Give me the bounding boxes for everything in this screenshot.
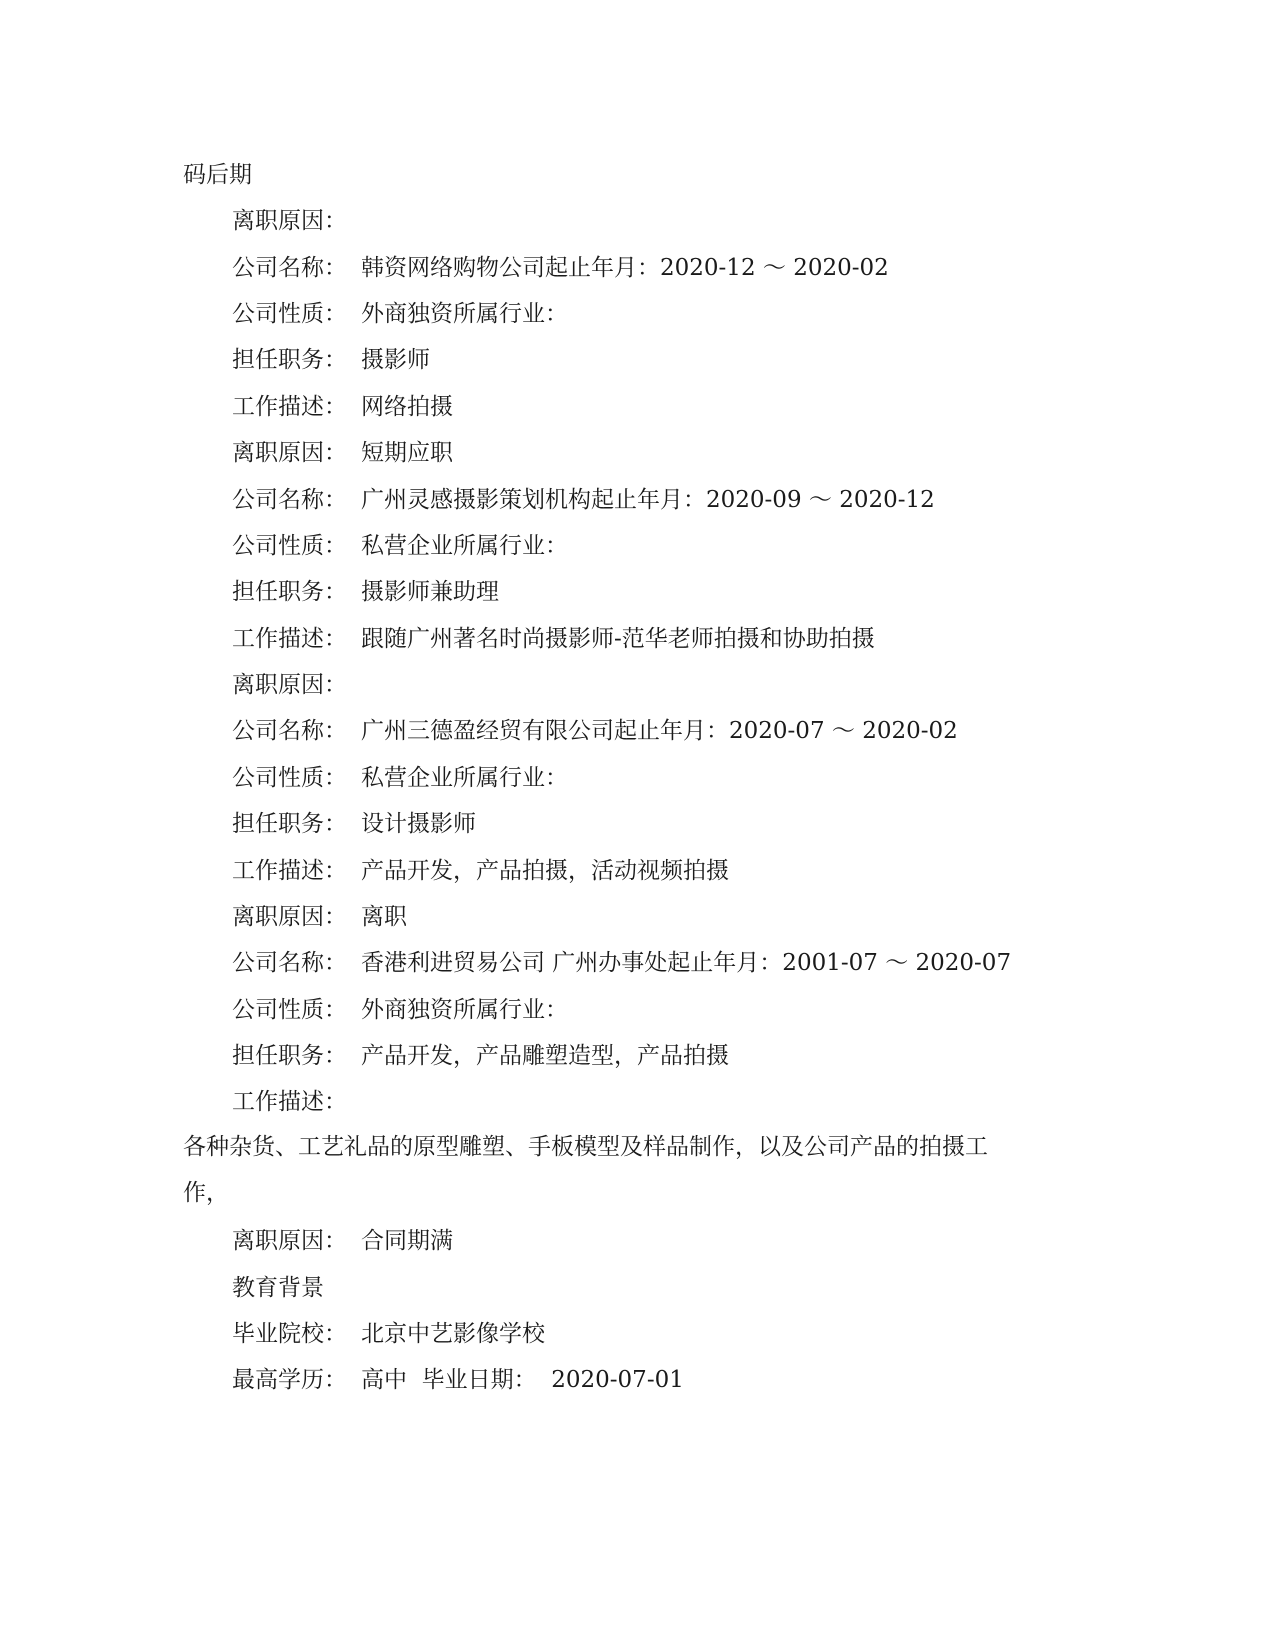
field-row [232,621,875,657]
field-value: 外商独资所属行业： [361,997,568,1023]
field-row [232,760,568,796]
field-label: 公司名称： [232,950,347,976]
education-heading: 教育背景 [232,1275,324,1301]
field-value: 私营企业所属行业： [361,765,568,791]
field-label: 公司性质： [232,765,347,791]
field-value: 广州灵感摄影策划机构起止年月：2020-09 ～ 2020-12 [361,487,935,513]
work-description-paragraph: 各种杂货、工艺礼品的原型雕塑、手板模型及样品制作，以及公司产品的拍摄工作， [183,1134,988,1206]
field-row [232,574,499,610]
field-value: 离职 [361,904,407,930]
field-row [232,853,729,889]
field-row [232,203,361,239]
field-value: 外商独资所属行业： [361,301,568,327]
field-row [232,435,453,471]
field-row [232,1038,729,1074]
field-row [232,899,407,935]
field-value: 韩资网络购物公司起止年月：2020-12 ～ 2020-02 [361,255,889,281]
field-value: 香港利进贸易公司 广州办事处起止年月：2001-07 ～ 2020-07 [361,950,1012,976]
field-row [232,1223,453,1259]
field-label: 公司性质： [232,301,347,327]
field-value: 广州三德盈经贸有限公司起止年月：2020-07 ～ 2020-02 [361,718,958,744]
intro-fragment: 码后期 [183,162,252,188]
field-label: 担任职务： [232,579,347,605]
field-label: 工作描述： [232,394,347,420]
field-label: 离职原因： [232,440,347,466]
degree-label: 最高学历： [232,1367,347,1393]
field-label: 离职原因： [232,208,347,234]
field-row [232,1084,361,1120]
school-label: 毕业院校： [232,1321,347,1347]
field-value: 设计摄影师 [361,811,476,837]
field-row [232,945,1011,981]
field-label: 离职原因： [232,904,347,930]
field-label: 公司性质： [232,997,347,1023]
field-label: 离职原因： [232,1228,347,1254]
field-label: 公司名称： [232,718,347,744]
field-label: 工作描述： [232,858,347,884]
field-value: 摄影师兼助理 [361,579,499,605]
field-value: 网络拍摄 [361,394,453,420]
field-label: 公司名称： [232,487,347,513]
field-row [232,296,568,332]
field-label: 公司性质： [232,533,347,559]
field-label: 工作描述： [232,1089,347,1115]
field-row [232,713,958,749]
field-label: 担任职务： [232,1043,347,1069]
field-value: 合同期满 [361,1228,453,1254]
field-label: 担任职务： [232,347,347,373]
field-label: 工作描述： [232,626,347,652]
school-value: 北京中艺影像学校 [361,1321,545,1347]
field-row [232,342,430,378]
field-row [232,528,568,564]
field-row [232,992,568,1028]
field-row [232,389,453,425]
field-label: 担任职务： [232,811,347,837]
degree-value: 高中 毕业日期： 2020-07-01 [361,1367,684,1393]
field-label: 公司名称： [232,255,347,281]
field-value: 产品开发，产品拍摄，活动视频拍摄 [361,858,729,884]
field-row [232,667,361,703]
field-value: 产品开发，产品雕塑造型，产品拍摄 [361,1043,729,1069]
field-value: 短期应职 [361,440,453,466]
field-value: 私营企业所属行业： [361,533,568,559]
field-row [232,806,476,842]
field-value: 摄影师 [361,347,430,373]
field-value: 跟随广州著名时尚摄影师-范华老师拍摄和协助拍摄 [361,626,875,652]
field-row [232,1362,684,1398]
field-row [232,250,889,286]
field-row [232,1316,545,1352]
field-label: 离职原因： [232,672,347,698]
field-row [232,482,935,518]
